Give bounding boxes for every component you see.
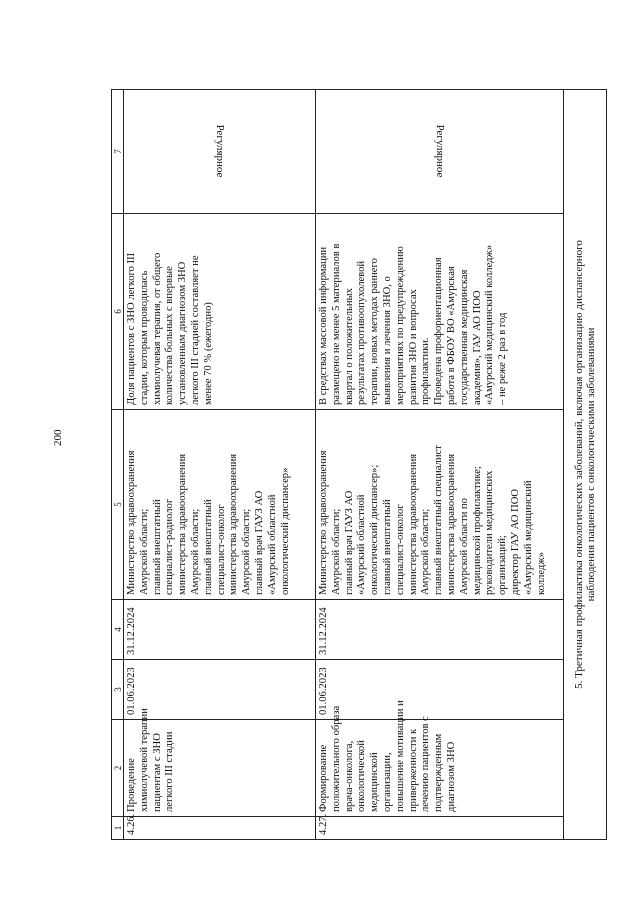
header-cell: 6 — [112, 214, 124, 410]
text-line: Доля пациентов с ЗНО легкого III — [126, 252, 137, 405]
end-date: 31.12.2024 — [124, 600, 316, 660]
text-line: приверженности к — [407, 728, 419, 812]
text-line: профилактики. — [420, 337, 432, 405]
header-cell: 7 — [112, 90, 124, 214]
text-line: стадии, которым проводилась — [138, 270, 150, 405]
text-line: менее 70 % (ежегодно) — [202, 302, 214, 405]
header-cell: 3 — [112, 660, 124, 720]
start-date: 01.06.2023 — [124, 660, 316, 720]
text-line: – не реже 2 раз в год — [497, 312, 509, 405]
responsible — [316, 410, 564, 600]
text-line: организаций; — [497, 535, 509, 595]
text-line: «Амурский медицинский колледж» — [484, 244, 496, 405]
activity-name — [124, 708, 316, 817]
text-line: количества больных с впервые — [164, 266, 176, 405]
text-line: лечению пациентов с — [420, 716, 432, 812]
page-number: 200 — [52, 429, 64, 446]
text-line: Проведение — [126, 758, 137, 812]
text-line: онкологический диспансер» — [279, 467, 291, 595]
text-line: главный врач ГАУЗ АО — [343, 490, 355, 595]
text-line: Проведена профориентационная — [433, 257, 445, 405]
text-line: положительного образа — [330, 705, 342, 812]
text-line: главный внештатный — [202, 499, 214, 595]
text-line: специалист-радиолог — [164, 498, 176, 595]
text-line: повышение мотивации и — [394, 700, 406, 812]
text-line: главный внештатный — [151, 499, 163, 595]
text-line: «Амурский областной — [356, 494, 368, 595]
text-line: установленным диагнозом ЗНО — [177, 261, 189, 405]
table-row — [316, 90, 564, 840]
text-line: диагнозом ЗНО — [445, 741, 457, 812]
text-line: легкого III стадией составляет не — [189, 255, 201, 405]
text-line: руководители медицинских — [484, 470, 496, 595]
text-line: развития ЗНО и вопросах — [407, 289, 419, 405]
section-title-line: 5. Третичная профилактика онкологических заболеваний, включая организацию диспансерного — [573, 240, 585, 689]
text-line: «Амурский медицинский — [522, 480, 534, 595]
text-line: Амурской области; — [138, 508, 150, 595]
text-line: легкого III стадии — [164, 731, 176, 812]
text-line: химиолучевая терапия, от общего — [151, 252, 163, 405]
activity-name — [316, 700, 564, 817]
text-line: академия», ГАУ АО ПОО — [471, 290, 483, 405]
text-line: организации, — [381, 752, 393, 812]
start-date: 01.06.2023 — [316, 660, 564, 720]
text-line: колледж» — [535, 552, 547, 595]
end-date: 31.12.2024 — [316, 600, 564, 660]
status: Регулярное — [124, 90, 316, 214]
section-title-line: наблюдения пациентов с онкологическими заболеваниями — [585, 327, 597, 602]
text-line: подтвержденным — [433, 733, 445, 812]
text-line: Формирование — [318, 744, 329, 812]
text-line: онкологической — [356, 740, 368, 812]
text-line: директор ГАУ АО ПОО — [509, 488, 521, 595]
text-line: Амурской области; — [330, 508, 342, 595]
text-line: главный внештатный — [381, 499, 393, 595]
row-number: 4.27. — [316, 817, 564, 840]
text-line: Амурской области; — [189, 508, 201, 595]
row-number: 4.26. — [124, 817, 316, 840]
text-line: главный внештатный специалист — [433, 445, 445, 595]
text-line: Министерство здравоохранения — [318, 450, 329, 595]
text-line: выявления и лечения ЗНО, о — [381, 276, 393, 405]
header-row — [112, 90, 124, 840]
expected-result — [124, 214, 316, 410]
text-line: квартал о положительных — [343, 288, 355, 405]
responsible — [124, 410, 316, 600]
text-line: медицинской — [369, 752, 381, 812]
header-cell: 2 — [112, 720, 124, 817]
text-line: Амурской области по — [458, 498, 470, 595]
text-line: пациентам с ЗНО — [151, 733, 163, 812]
text-line: результатах противоопухолевой — [356, 260, 368, 405]
header-cell: 1 — [112, 817, 124, 840]
text-line: Амурской области; — [241, 508, 253, 595]
text-line: Амурской области; — [420, 508, 432, 595]
header-cell: 5 — [112, 410, 124, 600]
text-line: мероприятиях по предупреждению — [394, 246, 406, 405]
text-line: врача-онколога, — [343, 740, 355, 812]
text-line: медицинской профилактике; — [471, 466, 483, 595]
text-line: работа в ФБОУ ВО «Амурская — [445, 266, 457, 405]
text-line: государственная медицинская — [458, 269, 470, 405]
section-row — [564, 90, 607, 840]
text-line: министерства здравоохранения — [177, 453, 189, 595]
expected-result — [316, 214, 564, 410]
plan-table — [111, 89, 607, 840]
text-line: В средствах массовой информации — [318, 246, 329, 405]
text-line: специалист-онколог — [215, 504, 227, 595]
text-line: «Амурский областной — [266, 494, 278, 595]
section-title — [564, 90, 607, 840]
text-line: Министерство здравоохранения — [126, 450, 137, 595]
text-line: размещено не менее 5 материалов в — [330, 243, 342, 405]
text-line: министерства здравоохранения — [407, 453, 419, 595]
text-line: министерства здравоохранения — [228, 453, 240, 595]
rotated-table-wrapper — [111, 90, 607, 840]
text-line: терапии, новых методах раннего — [369, 258, 381, 405]
text-line: онкологический диспансер»; — [369, 464, 381, 595]
header-cell: 4 — [112, 600, 124, 660]
table-row — [124, 90, 316, 840]
text-line: главный врач ГАУЗ АО — [253, 490, 265, 595]
text-line: министерства здравоохранения — [445, 453, 457, 595]
status: Регулярное — [316, 90, 564, 214]
text-line: химиолучевой терапии — [138, 708, 150, 812]
text-line: специалист-онколог — [394, 504, 406, 595]
